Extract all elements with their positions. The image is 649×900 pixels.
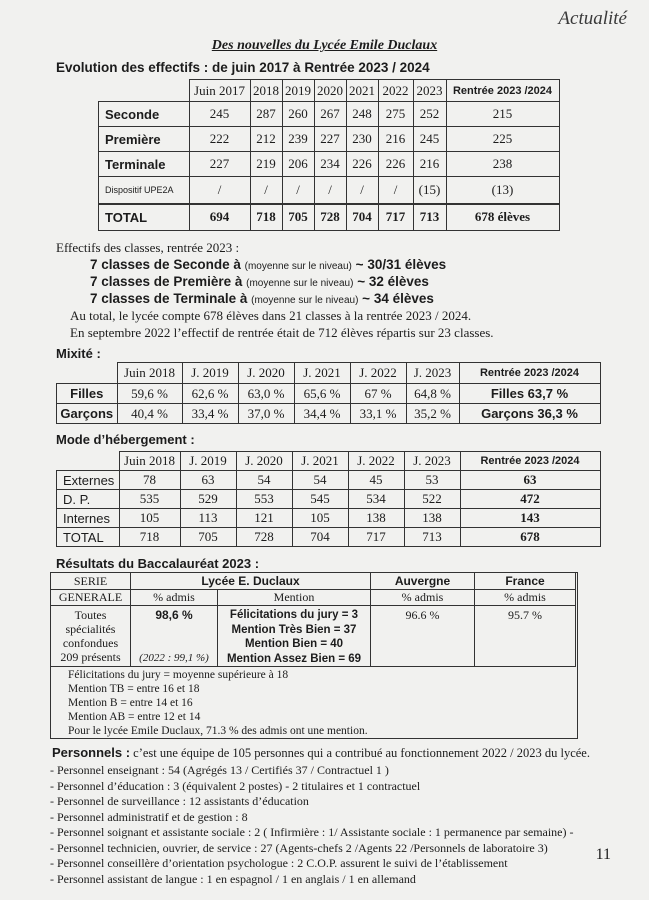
column-header: Rentrée 2023 /2024: [446, 80, 559, 102]
empty-cell: [57, 363, 118, 384]
mixite-table: [56, 362, 601, 424]
column-header: J. 2022: [350, 363, 406, 384]
personnel-line: - Personnel de surveillance : 12 assistants d’éducation: [50, 794, 309, 808]
row-label: Première: [99, 127, 190, 152]
specialites-cell: [51, 606, 131, 667]
column-header: Rentrée 2023 /2024: [460, 452, 600, 471]
cell: 705: [180, 528, 236, 547]
cell: Filles 63,7 %: [459, 384, 600, 404]
cell: 472: [460, 490, 600, 509]
personnel-line: - Personnel d’éducation : 3 (équivalent 2 postes) - 2 titulaires et 1 contractuel: [50, 778, 421, 793]
cell: 63,0 %: [238, 384, 294, 404]
mention-line: Mention Bien = 40: [244, 638, 344, 650]
row-label: Terminale: [99, 152, 190, 177]
mixite-heading: Mixité :: [56, 346, 101, 361]
column-header: J. 2020: [238, 363, 294, 384]
personnel-line: - Personnel conseillère d’orientation psychologue : 2 C.O.P. assurent le suivi de l’établissement: [50, 856, 508, 870]
mention-line: Mention Très Bien = 37: [231, 623, 357, 636]
table-row: [57, 471, 601, 490]
column-header: 2023: [413, 80, 446, 102]
cell: 105: [292, 509, 348, 528]
personnel-line: - Personnel soignant et assistante sociale : 2 ( Infirmière : 1/ Assistante sociale : 1 permanence par semaine) -: [50, 825, 574, 839]
cell: 35,2 %: [406, 404, 459, 424]
cell: 238: [446, 152, 559, 177]
mention-header: Mention: [218, 590, 371, 606]
table-row: [99, 102, 560, 127]
cell: 717: [348, 528, 404, 547]
cell: /: [378, 177, 413, 204]
classes-intro: Effectifs des classes, rentrée 2023 :: [56, 240, 240, 255]
cell: 252: [413, 102, 446, 127]
approx-symbol: ~: [355, 257, 364, 272]
cell: 37,0 %: [238, 404, 294, 424]
cell: 728: [236, 528, 292, 547]
cell: 45: [348, 471, 404, 490]
cell: 54: [292, 471, 348, 490]
cell: 226: [378, 152, 413, 177]
empty-cell: [99, 80, 190, 102]
cell: 239: [282, 127, 314, 152]
cell: 215: [446, 102, 559, 127]
bac-box: [50, 572, 578, 739]
classes-line: [90, 257, 446, 272]
cell: /: [314, 177, 346, 204]
admis-header: % admis: [131, 590, 218, 606]
column-header: J. 2019: [180, 452, 236, 471]
cell: (13): [446, 177, 559, 204]
row-label: TOTAL: [99, 204, 190, 231]
empty-cell: [57, 452, 120, 471]
cell: 717: [378, 204, 413, 231]
cell: 67 %: [350, 384, 406, 404]
personnel-line: - Personnel technicien, ouvrier, de service : 27 (Agents-chefs 2 /Agents 22 /Personnels de laboratoire 3): [50, 840, 548, 855]
cell: 718: [250, 204, 282, 231]
table-row: [99, 177, 560, 204]
page-number: 11: [595, 846, 611, 863]
serie-label: GENERALE: [51, 590, 131, 606]
table-row: [57, 509, 601, 528]
cell: 138: [404, 509, 460, 528]
cell: 553: [236, 490, 292, 509]
column-header: Juin 2017: [189, 80, 250, 102]
cell: 206: [282, 152, 314, 177]
cell: 529: [180, 490, 236, 509]
approx-symbol: ~: [357, 274, 366, 289]
classes-total: Au total, le lycée compte 678 élèves dans 21 classes à la rentrée 2023 / 2024.: [70, 308, 472, 323]
cell: 219: [250, 152, 282, 177]
bac-note: Mention TB = entre 16 et 18: [68, 683, 200, 695]
cell: 718: [119, 528, 180, 547]
column-header: J. 2023: [404, 452, 460, 471]
classes-main: 7 classes de Terminale à: [90, 291, 248, 306]
cell: 216: [413, 152, 446, 177]
personnels-intro: c’est une équipe de 105 personnes qui a contribué au fonctionnement 2022 / 2023 du lycée.: [130, 746, 590, 760]
cell: 245: [413, 127, 446, 152]
personnel-line: - Personnel assistant de langue : 1 en espagnol / 1 en anglais / 1 en allemand: [50, 871, 416, 886]
cell: 138: [348, 509, 404, 528]
cell: 678 élèves: [446, 204, 559, 231]
auvergne-header: Auvergne: [371, 573, 475, 590]
row-label: Seconde: [99, 102, 190, 127]
cell: 522: [404, 490, 460, 509]
mention-line: Mention Assez Bien = 69: [226, 652, 362, 665]
bac-table: [50, 572, 576, 667]
table-row: [57, 490, 601, 509]
cell: 212: [250, 127, 282, 152]
personnels-heading: Personnels :: [52, 745, 131, 760]
cell: 227: [189, 152, 250, 177]
cell: 275: [378, 102, 413, 127]
cell: 53: [404, 471, 460, 490]
cell: /: [282, 177, 314, 204]
cell: 534: [348, 490, 404, 509]
cell: 545: [292, 490, 348, 509]
column-header: J. 2022: [348, 452, 404, 471]
cell: 143: [460, 509, 600, 528]
table-row: [99, 152, 560, 177]
cell: Garçons 36,3 %: [459, 404, 600, 424]
cell: 40,4 %: [117, 404, 182, 424]
row-label: Filles: [57, 384, 118, 404]
column-header: J. 2021: [294, 363, 350, 384]
cell: 34,4 %: [294, 404, 350, 424]
cell: 226: [346, 152, 378, 177]
classes-note: (moyenne sur le niveau): [251, 295, 359, 306]
classes-previous: En septembre 2022 l’effectif de rentrée était de 712 élèves répartis sur 23 classes.: [70, 325, 494, 340]
classes-value: 30/31 élèves: [367, 257, 447, 272]
bac-note: Félicitations du jury = moyenne supérieure à 18: [68, 669, 289, 681]
table-row: [99, 204, 560, 231]
column-header: Juin 2018: [119, 452, 180, 471]
cell: 225: [446, 127, 559, 152]
mentions-cell: [218, 606, 371, 667]
cell: 287: [250, 102, 282, 127]
cell: 248: [346, 102, 378, 127]
table-row: [57, 384, 601, 404]
table-row: [57, 528, 601, 547]
admis-header: % admis: [371, 590, 475, 606]
cell: 63: [180, 471, 236, 490]
bac-note: Mention AB = entre 12 et 14: [68, 711, 201, 723]
personnels-intro-line: [52, 745, 590, 762]
column-header: Rentrée 2023 /2024: [459, 363, 600, 384]
column-header: 2018: [250, 80, 282, 102]
specialites-line: spécialités: [65, 622, 116, 636]
cell: /: [189, 177, 250, 204]
cell: 245: [189, 102, 250, 127]
cell: (15): [413, 177, 446, 204]
cell: 65,6 %: [294, 384, 350, 404]
column-header: 2019: [282, 80, 314, 102]
classes-line: [90, 291, 434, 306]
bac-note: Pour le lycée Emile Duclaux, 71.3 % des admis ont une mention.: [68, 725, 368, 737]
classes-note: (moyenne sur le niveau): [246, 278, 354, 289]
approx-symbol: ~: [362, 291, 371, 306]
admis-header: % admis: [475, 590, 576, 606]
personnels-list: [50, 763, 574, 887]
row-label: TOTAL: [57, 528, 120, 547]
cell: 222: [189, 127, 250, 152]
personnel-line: - Personnel enseignant : 54 (Agrégés 13 / Certifiés 37 / Contractuel 1 ): [50, 763, 389, 777]
lycee-prev: (2022 : 99,1 %): [139, 652, 209, 664]
column-header: J. 2023: [406, 363, 459, 384]
cell: 113: [180, 509, 236, 528]
cell: 59,6 %: [117, 384, 182, 404]
lycee-header: Lycée E. Duclaux: [131, 573, 371, 590]
row-label: D. P.: [57, 490, 120, 509]
cell: 78: [119, 471, 180, 490]
column-header: 2020: [314, 80, 346, 102]
classes-line: [90, 274, 429, 289]
classes-note: (moyenne sur le niveau): [244, 261, 352, 272]
cell: 713: [404, 528, 460, 547]
column-header: 2022: [378, 80, 413, 102]
cell: 216: [378, 127, 413, 152]
cell: 678: [460, 528, 600, 547]
evolution-table: [98, 79, 560, 231]
lycee-admis-cell: [131, 606, 218, 667]
page-title: Des nouvelles du Lycée Emile Duclaux: [211, 38, 438, 53]
cell: 121: [236, 509, 292, 528]
classes-value: 32 élèves: [368, 274, 429, 289]
column-header: J. 2020: [236, 452, 292, 471]
cell: 705: [282, 204, 314, 231]
row-label: Internes: [57, 509, 120, 528]
cell: 260: [282, 102, 314, 127]
row-label: Externes: [57, 471, 120, 490]
section-header: Actualité: [558, 8, 627, 29]
classes-main: 7 classes de Seconde à: [90, 257, 241, 272]
cell: 694: [189, 204, 250, 231]
cell: 62,6 %: [182, 384, 238, 404]
row-label: Dispositif UPE2A: [99, 177, 190, 204]
cell: 64,8 %: [406, 384, 459, 404]
cell: 704: [346, 204, 378, 231]
cell: 33,4 %: [182, 404, 238, 424]
serie-label: SERIE: [51, 573, 131, 590]
mention-line: Félicitations du jury = 3: [229, 609, 359, 621]
cell: 227: [314, 127, 346, 152]
cell: /: [346, 177, 378, 204]
cell: 33,1 %: [350, 404, 406, 424]
column-header: J. 2021: [292, 452, 348, 471]
bac-note: Mention B = entre 14 et 16: [68, 697, 193, 709]
specialites-line: Toutes: [74, 608, 107, 622]
bac-notes: [68, 668, 368, 738]
classes-main: 7 classes de Première à: [90, 274, 243, 289]
france-header: France: [475, 573, 576, 590]
cell: 230: [346, 127, 378, 152]
bac-heading: Résultats du Baccalauréat 2023 :: [56, 556, 260, 571]
classes-value: 34 élèves: [373, 291, 434, 306]
cell: 105: [119, 509, 180, 528]
specialites-line: 209 présents: [60, 650, 121, 664]
cell: 535: [119, 490, 180, 509]
cell: 704: [292, 528, 348, 547]
specialites-line: confondues: [62, 636, 119, 650]
cell: 728: [314, 204, 346, 231]
lycee-pct: 98,6 %: [155, 608, 193, 622]
column-header: J. 2019: [182, 363, 238, 384]
auvergne-pct: 96.6 %: [371, 606, 475, 667]
table-row: [57, 404, 601, 424]
hebergement-heading: Mode d’hébergement :: [56, 432, 195, 447]
hebergement-table: [56, 451, 601, 547]
evolution-heading: Evolution des effectifs : de juin 2017 à Rentrée 2023 / 2024: [56, 60, 430, 75]
table-row: [99, 127, 560, 152]
column-header: 2021: [346, 80, 378, 102]
row-label: Garçons: [57, 404, 118, 424]
cell: 63: [460, 471, 600, 490]
cell: 713: [413, 204, 446, 231]
cell: 267: [314, 102, 346, 127]
column-header: Juin 2018: [117, 363, 182, 384]
cell: 54: [236, 471, 292, 490]
personnel-line: - Personnel administratif et de gestion : 8: [50, 809, 248, 824]
cell: 234: [314, 152, 346, 177]
cell: /: [250, 177, 282, 204]
france-pct: 95.7 %: [475, 606, 576, 667]
